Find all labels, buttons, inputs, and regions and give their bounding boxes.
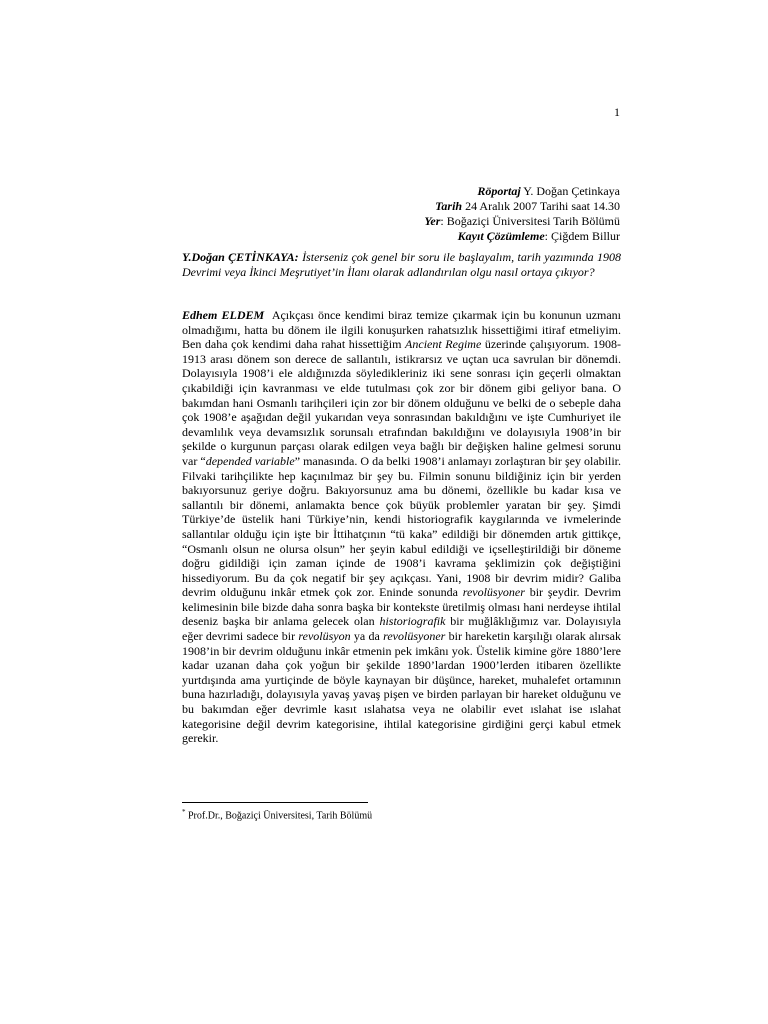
question-paragraph [182,250,621,279]
question-text: İsterseniz çok genel bir soru ile başlayalım, tarih yazımında 1908 Devrimi veya İkinci Meşrutiyet’in İlanı olarak adlandırılan olgu nasıl ortaya çıkıyor? [182,250,621,279]
footnote-mark: * [182,808,186,816]
meta-value: : Boğaziçi Üniversitesi Tarih Bölümü [440,214,620,228]
meta-label: Röportaj [477,184,521,198]
meta-label: Tarih [435,199,463,213]
answer-text: ya da [350,629,384,644]
meta-value: 24 Aralık 2007 Tarihi saat 14.30 [462,199,620,213]
footnote-text: Prof.Dr., Boğaziçi Üniversitesi, Tarih Bölümü [185,810,373,822]
answer-italic: historiografik [379,614,446,629]
answer-italic: Ancient Regime [405,337,482,352]
answer-text: bir şeydir. Devrim kelimesinin bile bizde daha sonra başka bir kontekste üretilmiş olması hani nerdeyse ihtilal deseniz başka bir anlama gelecek olan [182,585,621,629]
answer-text: bir muğlâklığımız var. Dolayısıyla eğer devrimi sadece bir [182,614,621,644]
footnote-divider [182,802,368,803]
meta-value: Y. Doğan Çetinkaya [520,184,620,198]
meta-place [424,214,620,229]
answer-italic: revolüsyoner [383,629,446,644]
meta-label: Kayıt Çözümleme [457,229,545,243]
meta-transcription [458,229,620,244]
meta-date [435,199,620,214]
answer-italic: revolüsyoner [462,585,525,600]
answer-italic: depended variable [205,453,295,468]
meta-interviewer [477,184,620,199]
meta-label: Yer [424,214,441,228]
answer-text: ” manasında. O da belki 1908’i anlamayı zorlaştıran bir şey olabilir. Filvaki tarihçilikte hep kaçınılmaz bir şey bu. Filmin sonunu bildiğiniz için bir yerden bakıyorsunuz geriye doğru. Bakıyorsunuz ama bu dönemi, özellikle bu kadar kısa ve sallantılı bir dönemi, anlamakta bence çok büyük problemler yaratan bir şey. Şimdi Türkiye’de üstelik hani Türkiye’nin, kendi historiografik kaygılarında ve ivmelerinde sallantılar olduğu için işte bir İttihatçının “tü kaka” edildiği bir dönemden artık gittikçe, “Osmanlı olsun ne olursa olsun” her şeyin kabul edildiği ve içselleştirildiği bir döneme doğru gidildiği için zaman içinde de 1908’i kavrama şeklimizin çok değiştiğini hissediyorum. Bu da çok negatif bir şey açıkçası. Yani, 1908 bir devrim midir? Galiba devrim olduğunu inkâr etmek çok zor. Eninde sonunda [182,453,621,600]
page-number: 1 [614,105,620,119]
answer-text: üzerinde çalışıyorum. 1908- 1913 arası dönem son derece de sallantılı, istikrarsız ve uçtan uca savrulan bir dönemdi. Dolayısıyla 1908’i ele aldığınızda söyledikleriniz iki sene sonrası için geçerli olmaktan çıkabildiği için kavranması ve elde tutulması çok zor bir dönem gibi geliyor bana. O bakımdan hani Osmanlı tarihçileri için zor bir dönem olduğunu ve belki de o sebeple daha çok 1908’e aşağıdan değil yukarıdan veya sonrasından bakıldığını ve işte Cumhuriyet ile devamlılık veya devamsızlık sorunsalı etrafından bakıldığını ve dolayısıyla 1908’in bir şekilde o kurgunun parçası olarak edilgen veya bağlı bir değişken haline gelmesi sorunu var “ [182,337,621,468]
answer-speaker: Edhem ELDEM [182,308,265,322]
question-speaker: Y.Doğan ÇETİNKAYA: [182,250,299,264]
footnote [182,808,372,821]
answer-paragraph [182,308,621,746]
answer-italic: revolüsyon [298,629,351,644]
answer-text: bir hareketin karşılığı olarak alırsak 1908’in bir devrim olduğunu inkâr etmenin pek imkânı yok. Üstelik kimine göre 1880’lere kadar uzanan daha çok yoğun bir şekilde 1890’lardan 1900’lerden itibaren özellikte yurtdışında ama yurtiçinde de böyle kaynayan bir düşünce, hareket, muhalefet ortamının buna hazırladığı, dolayısıyla yavaş yavaş pişen ve birden parlayan bir hareket olduğunu ve bu bakımdan eğer devrimle kasıt ıslahatsa veya ne olabilir evet ıslahat ise ıslahat kategorisine değil devrim kategorisine, ihtilal kategorisine girdiğini gerçi kabul etmek gerekir. [182,629,621,746]
meta-value: : Çiğdem Billur [544,229,620,243]
answer-text: Açıkçası önce kendimi biraz temize çıkarmak için bu konunun uzmanı olmadığımı, hatta bu dönem ile ilgili konuşurken rahatsızlık hissettiğimi itiraf etmeliyim. Ben daha çok kendimi daha rahat hissettiğim [182,308,622,352]
